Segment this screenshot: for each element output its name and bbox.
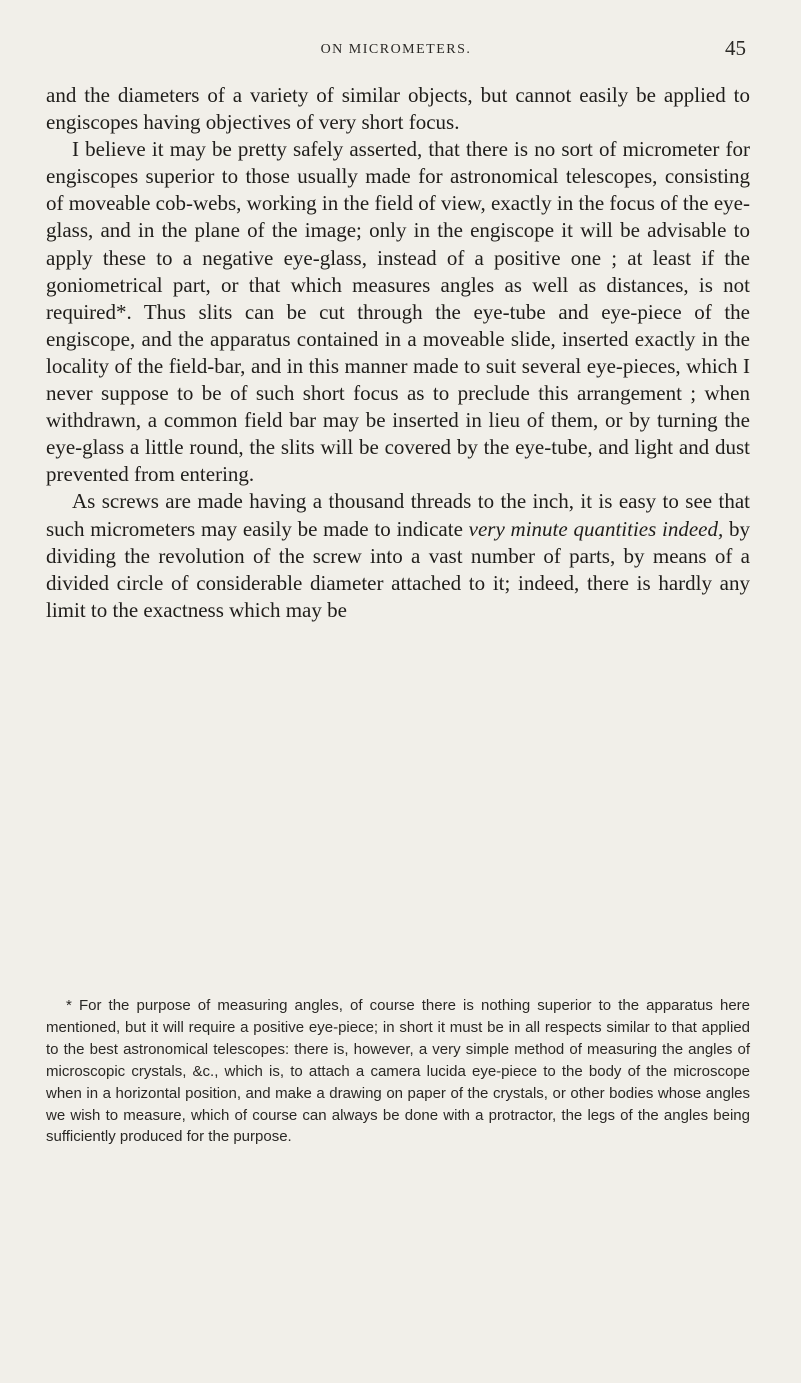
page-number: 45 bbox=[725, 36, 746, 60]
emphasis-text: very minute quantities indeed, bbox=[468, 516, 724, 541]
paragraph-3 bbox=[46, 488, 750, 623]
footnote bbox=[46, 995, 750, 1148]
paragraph-1: and the diameters of a variety of similar objects, but cannot easily be applied to engiscopes having objectives of very short focus. bbox=[46, 83, 750, 135]
paragraph-3-start: As screws are made having a thousand threads to the inch, it is easy to see that such micrometers may easily be made to indicate bbox=[46, 489, 750, 541]
paragraph-2: I believe it may be pretty safely asserted, that there is no sort of micrometer for engiscopes superior to those usually made for astronomical telescopes, consisting of moveable cob-webs, working in the field of view, exactly in the focus of the eye-glass, and in the plane of the image; only in the engiscope it will be advisable to apply these to a negative eye-glass, instead of a positive one ; at least if the goniometrical part, or that which measures angles as well as distances, is not required*. Thus slits can be cut through the eye-tube and eye-piece of the engiscope, and the apparatus contained in a moveable slide, inserted exactly in the locality of the field-bar, and in this manner made to suit several eye-pieces, which I never suppose to be of such short focus as to preclude this arrangement ; when withdrawn, a common field bar may be inserted in lieu of them, or by turning the eye-glass a little round, the slits will be covered by the eye-tube, and light and dust prevented from entering. bbox=[46, 137, 750, 487]
main-text bbox=[46, 82, 750, 624]
page-header bbox=[46, 36, 746, 66]
running-head: ON MICROMETERS. bbox=[320, 42, 472, 57]
footnote-text: * For the purpose of measuring angles, of course there is nothing superior to the apparatus here mentioned, but it will require a positive eye-piece; in short it must be in all respects similar to that applied to the best astronomical telescopes: there is, however, a very simple method of measuring the angles of microscopic crystals, &c., which is, to attach a camera lucida eye-piece to the body of the microscope when in a horizontal position, and make a drawing on paper of the crystals, or other bodies whose angles we wish to measure, which of course can always be done with a protractor, the legs of the angles being sufficiently produced for the purpose. bbox=[46, 997, 750, 1146]
paragraph-3-end: by dividing the revolution of the screw into a vast number of parts, by means of a divided circle of considerable diameter attached to it; indeed, there is hardly any limit to the exactness which may be bbox=[46, 516, 750, 622]
